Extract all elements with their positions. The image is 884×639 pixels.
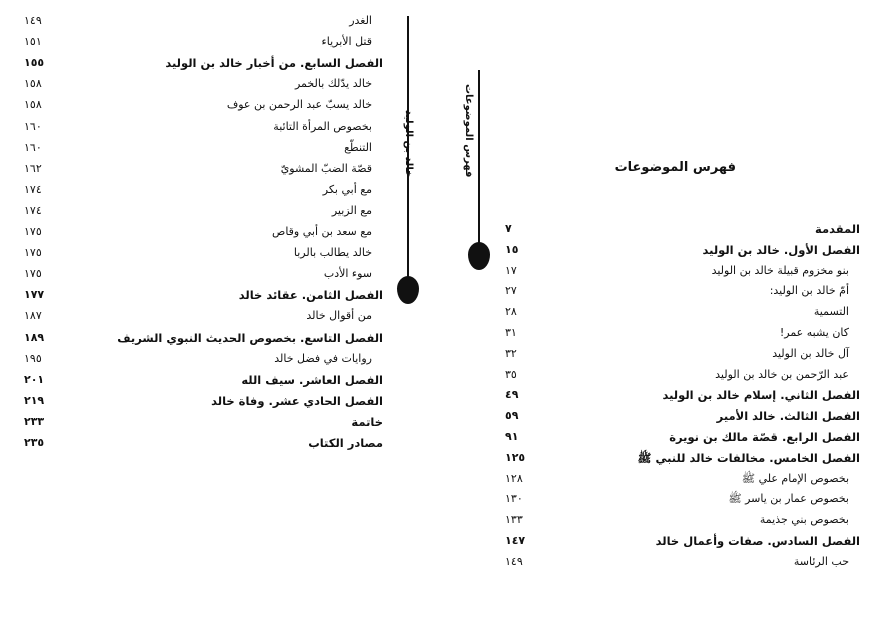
toc-entry-title: خالد يطالب بالربا [293, 246, 372, 260]
toc-entry-page: ١٥١ [24, 35, 42, 49]
toc-entry-page: ١٧٥ [24, 225, 42, 238]
toc-entry [0, 32, 884, 52]
toc-entry-page: ١٧ [505, 263, 517, 277]
toc-entry-title: التنطّع [344, 140, 372, 154]
toc-entry-page: ١٨٧ [24, 309, 42, 323]
toc-entry [0, 406, 884, 426]
toc-entry-title: بنو مخزوم قبيلة خالد بن الوليد [711, 263, 849, 277]
toc-entry-title: مع سعد بن أبي وقاص [272, 225, 372, 238]
toc-entry-title: من أقوال خالد [306, 309, 372, 323]
toc-entry-page: ١٧٤ [24, 182, 42, 196]
toc-entry-title: الفصل الحادي عشر. وفاة خالد [211, 393, 383, 408]
toc-entry-title: كان يشبه عمر! [779, 326, 849, 339]
toc-entry-title: الفصل الثاني. إسلام خالد بن الوليد [662, 388, 860, 403]
toc-entry-title: المقدمة [815, 222, 860, 236]
toc-entry-page: ٧ [505, 222, 512, 235]
toc-entry-title: الفصل التاسع. بخصوص الحديث النبوي الشريف [117, 330, 383, 345]
toc-entry-title: التسمية [813, 305, 849, 319]
toc-entry-page: ١٥٨ [24, 77, 42, 91]
toc-entry [0, 552, 884, 572]
toc-entry [0, 489, 884, 509]
toc-entry-page: ٩١ [505, 430, 519, 443]
toc-entry-page: ١٤٧ [505, 534, 526, 547]
toc-entry-page: ١٦٠ [24, 119, 42, 133]
toc-entry-title: خاتمة [351, 414, 383, 429]
toc-entry-title: الغدر [349, 14, 372, 27]
toc-entry-page: ٢١٩ [24, 393, 45, 407]
toc-entry-title: أمّ خالد بن الوليد: [769, 284, 849, 298]
toc-entry-page: ١٦٠ [24, 140, 42, 154]
toc-entry [0, 53, 884, 73]
toc-entry-title: الفصل السادس. صفات وأعمال خالد [655, 534, 860, 548]
toc-entry-page: ١٧٤ [24, 203, 42, 217]
toc-entry [0, 240, 884, 260]
toc-entry-page: ١٥ [505, 242, 519, 256]
toc-entry-page: ١٣٣ [505, 513, 523, 527]
toc-entry-page: ٤٩ [505, 388, 519, 402]
book-title-vertical: خالد بن الوليد [403, 110, 414, 178]
toc-entry-page: ٢٨ [505, 305, 517, 319]
toc-entry-page: ١٢٨ [505, 471, 523, 485]
toc-entry [0, 219, 884, 239]
toc-entry [0, 344, 884, 364]
toc-entry [0, 427, 884, 447]
toc-entry-page: ٢٣٣ [24, 414, 45, 428]
toc-entry-page: ٢٠١ [24, 372, 45, 386]
toc-entry-title: بخصوص الإمام علي ﷺ [741, 471, 849, 485]
toc-entry-title: الفصل الثامن. عقائد خالد [238, 288, 383, 303]
toc-entry [0, 95, 884, 115]
toc-entry-title: بخصوص بني جذيمة [759, 513, 849, 527]
toc-entry-title: الفصل الرابع. قصّة مالك بن نويرة [669, 430, 860, 444]
toc-entry-page: ٣٥ [505, 367, 517, 381]
toc-entry-page: ٢٧ [505, 284, 517, 298]
toc-entry [0, 11, 884, 31]
toc-entry-page: ١٧٥ [24, 246, 42, 260]
toc-entry-title: مع الزبير [331, 203, 372, 217]
toc-entry-title: الفصل الخامس. مخالفات خالد للنبي ﷺ [637, 450, 860, 465]
toc-entry [0, 302, 884, 322]
toc-entry-title: سوء الأدب [323, 267, 372, 281]
toc-entry-title: خالد يسبّ عبد الرحمن بن عوف [226, 98, 372, 112]
toc-entry-page: ١٦٢ [24, 161, 42, 175]
toc-entry [0, 138, 884, 158]
toc-entry-title: روايات في فضل خالد [274, 351, 372, 365]
toc-entry-page: ١٧٧ [24, 288, 45, 302]
toc-entry-title: عبد الرّحمن بن خالد بن الوليد [715, 367, 849, 381]
toc-entry [0, 510, 884, 530]
toc-entry-title: حب الرئاسة [793, 554, 849, 568]
toc-entry-page: ١٢٥ [505, 450, 526, 464]
toc-entry-page: ١٥٥ [24, 56, 45, 70]
toc-entry [0, 281, 884, 301]
toc-entry-page: ٣٢ [505, 346, 517, 360]
toc-title: فهرس الموضوعات [614, 160, 736, 175]
toc-entry-page: ٥٩ [505, 409, 519, 423]
toc-entry [0, 180, 884, 200]
toc-entry [0, 74, 884, 94]
toc-entry [0, 323, 884, 343]
toc-entry-page: ١٩٥ [24, 351, 42, 365]
toc-entry-title: الفصل العاشر. سيف الله [241, 372, 383, 387]
toc-entry-title: آل خالد بن الوليد [772, 346, 849, 360]
toc-entry-page: ١٤٩ [24, 14, 42, 27]
toc-entry [0, 531, 884, 551]
toc-entry-page: ١٤٩ [505, 554, 523, 568]
toc-entry [0, 365, 884, 385]
toc-entry [0, 469, 884, 489]
toc-entry-page: ١٧٥ [24, 267, 42, 281]
toc-entry-page: ١٣٠ [505, 492, 523, 506]
toc-entry-title: مصادر الكتاب [308, 436, 383, 450]
toc-entry [0, 201, 884, 221]
toc-entry-page: ١٨٩ [24, 330, 45, 344]
toc-entry [0, 385, 884, 405]
toc-entry-title: خالد يدّلك بالخمر [294, 77, 372, 91]
toc-entry-page: ٣١ [505, 326, 517, 339]
toc-entry-page: ١٥٨ [24, 98, 42, 112]
section-label-vertical: فهرس الموضوعات [463, 84, 474, 178]
toc-entry-title: قتل الأبرياء [321, 35, 372, 49]
toc-entry [0, 448, 884, 468]
toc-entry-title: بخصوص عمار بن ياسر ﷺ [728, 492, 849, 506]
toc-entry-title: الفصل السابع. من أخبار خالد بن الوليد [165, 56, 383, 71]
toc-entry-title: الفصل الثالث. خالد الأمير [716, 409, 860, 424]
toc-entry-title: قصّة الضبّ المشويّ [280, 161, 372, 175]
toc-entry [0, 159, 884, 179]
toc-entry-page: ٢٣٥ [24, 436, 45, 449]
toc-entry [0, 117, 884, 137]
toc-entry-title: مع أبي بكر [322, 182, 372, 196]
toc-entry-title: الفصل الأول. خالد بن الوليد [702, 242, 860, 257]
toc-entry [0, 261, 884, 281]
toc-entry-title: بخصوص المرأة التائبة [273, 119, 372, 133]
